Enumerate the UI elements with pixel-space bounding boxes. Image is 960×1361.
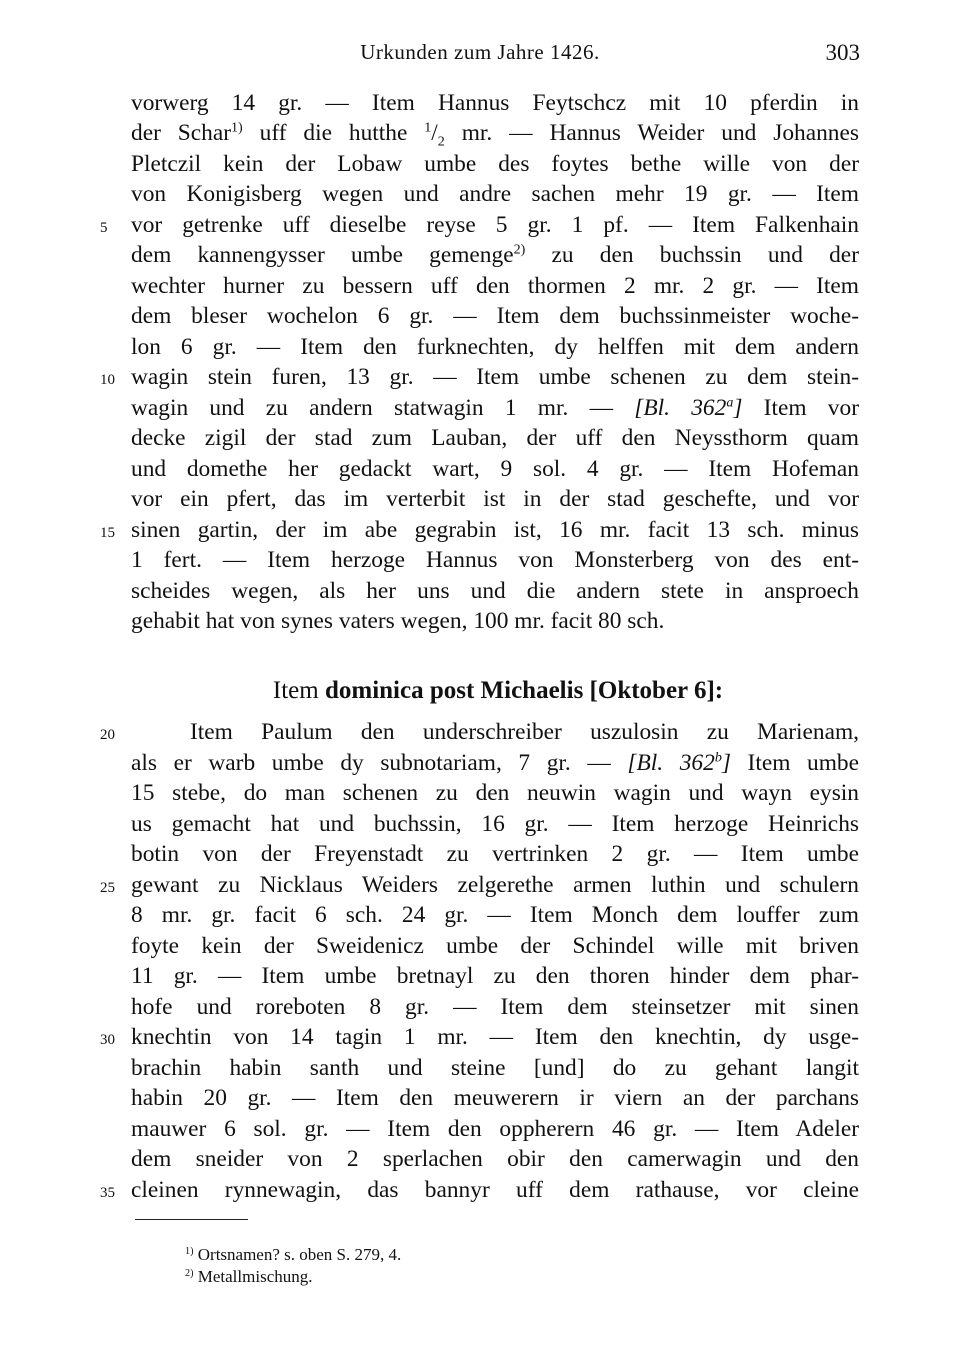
text-line: brachin habin santh und steine [und] do zu gehant langit — [131, 1055, 859, 1081]
footnote-marker: 1) — [185, 1245, 194, 1257]
text-fragment: der Schar — [131, 120, 232, 146]
text-line: dem sneider von 2 sperlachen obir den camerwagin und den — [131, 1146, 859, 1172]
text-line: scheides wegen, als her uns und die andern stete in ansproech — [131, 578, 859, 604]
text-line: 15 stebe, do man schenen zu den neuwin wagin und wayn eysin — [131, 780, 859, 806]
text-fragment: mr. — Hannus Weider und Johannes — [444, 120, 859, 146]
text-fragment: Item umbe — [730, 750, 859, 776]
margin-line-number: 35 — [100, 1185, 115, 1201]
section-heading — [0, 676, 960, 706]
text-fragment: Item vor — [742, 395, 859, 421]
margin-line-number: 15 — [100, 525, 115, 541]
text-line: hofe und roreboten 8 gr. — Item dem steinsetzer mit sinen — [131, 994, 859, 1020]
footnote — [185, 1266, 312, 1288]
text-line: vor getrenke uff dieselbe reyse 5 gr. 1 pf. — Item Falkenhain — [131, 212, 859, 238]
text-line: 11 gr. — Item umbe bretnayl zu den thoren hinder dem phar- — [131, 963, 859, 989]
footnote-text: Ortsnamen? s. oben S. 279, 4. — [197, 1245, 402, 1264]
text-line: habin 20 gr. — Item den meuwerern ir viern an der parchans — [131, 1085, 859, 1111]
text-line: vor ein pfert, das im verterbit ist in der stad geschefte, und vor — [131, 486, 859, 512]
text-line: Item Paulum den underschreiber uszulosin zu Marienam, — [190, 719, 859, 745]
text-line: Pletczil kein der Lobaw umbe des foytes bethe wille von der — [131, 151, 859, 177]
text-line: foyte kein der Sweidenicz umbe der Schindel wille mit briven — [131, 933, 859, 959]
text-line: von Konigisberg wegen und andre sachen mehr 19 gr. — Item — [131, 181, 859, 207]
margin-line-number: 30 — [100, 1032, 115, 1048]
footnote-text: Metallmischung. — [197, 1267, 313, 1286]
text-line: vorwerg 14 gr. — Item Hannus Feytschcz mit 10 pferdin in — [131, 90, 859, 116]
text-line: 1 fert. — Item herzoge Hannus von Monsterberg von des ent- — [131, 547, 859, 573]
heading-bold-text: dominica post Michaelis [Oktober 6]: — [324, 677, 724, 704]
text-line — [131, 240, 859, 270]
fraction-denominator: 2 — [437, 133, 445, 150]
text-line: dem bleser wochelon 6 gr. — Item dem buchssinmeister woche- — [131, 303, 859, 329]
text-fragment: dem kannengysser umbe gemenge — [131, 242, 514, 268]
text-line: der Schar$^{1)}$ uff die hutthe $^1/_2$ mr. — Hannus Weider und Johannes — [131, 119, 859, 150]
heading-prefix: Item — [272, 677, 325, 704]
text-line: cleinen rynnewagin, das bannyr uff dem rathause, vor cleine — [131, 1177, 859, 1203]
text-line — [131, 748, 859, 778]
text-line: botin von der Freyenstadt zu vertrinken 2 gr. — Item umbe — [131, 841, 859, 867]
margin-line-number: 20 — [100, 727, 115, 743]
margin-line-number: 10 — [100, 372, 115, 388]
text-line: wechter hurner zu bessern uff den thormen 2 mr. 2 gr. — Item — [131, 273, 859, 299]
footnote-ref: 1) — [231, 119, 243, 136]
text-line: und domethe her gedackt wart, 9 sol. 4 gr. — Item Hofeman — [131, 456, 859, 482]
footnote — [185, 1244, 401, 1266]
text-fragment: als er warb umbe dy subnotariam, 7 gr. — — [131, 750, 628, 776]
text-line: lon 6 gr. — Item den furknechten, dy helffen mit dem andern — [131, 334, 859, 360]
text-line — [131, 393, 859, 423]
text-fragment: wagin und zu andern statwagin 1 mr. — — [131, 395, 635, 421]
text-line: wagin stein furen, 13 gr. — Item umbe schenen zu dem stein- — [131, 364, 859, 390]
folio-reference: [Bl. 362$^a$] — [634, 394, 743, 421]
text-line: mauwer 6 sol. gr. — Item den oppherern 46 gr. — Item Adeler — [131, 1116, 859, 1142]
footnote-divider — [135, 1219, 248, 1220]
folio-reference: [Bl. 362$^b$] — [627, 749, 731, 776]
text-fragment: zu den buchssin und der — [525, 242, 859, 268]
text-line: knechtin von 14 tagin 1 mr. — Item den knechtin, dy usge- — [131, 1024, 859, 1050]
text-fragment: uff die hutthe — [242, 120, 425, 146]
fraction-numerator: 1 — [424, 119, 432, 136]
footnote-marker: 2) — [185, 1267, 194, 1279]
page-number: 303 — [825, 40, 860, 65]
page-header-title: Urkunden zum Jahre 1426. — [360, 40, 600, 64]
margin-line-number: 5 — [100, 220, 108, 236]
text-line: gewant zu Nicklaus Weiders zelgerethe armen luthin und schulern — [131, 872, 859, 898]
text-line: decke zigil der stad zum Lauban, der uff den Neyssthorm quam — [131, 425, 859, 451]
text-line: 8 mr. gr. facit 6 sch. 24 gr. — Item Monch dem louffer zum — [131, 902, 859, 928]
text-line: us gemacht hat und buchssin, 16 gr. — Item herzoge Heinrichs — [131, 811, 859, 837]
margin-line-number: 25 — [100, 880, 115, 896]
footnote-ref: 2) — [513, 241, 526, 258]
text-line: sinen gartin, der im abe gegrabin ist, 16 mr. facit 13 sch. minus — [131, 517, 859, 543]
text-line: gehabit hat von synes vaters wegen, 100 mr. facit 80 sch. — [131, 608, 665, 634]
